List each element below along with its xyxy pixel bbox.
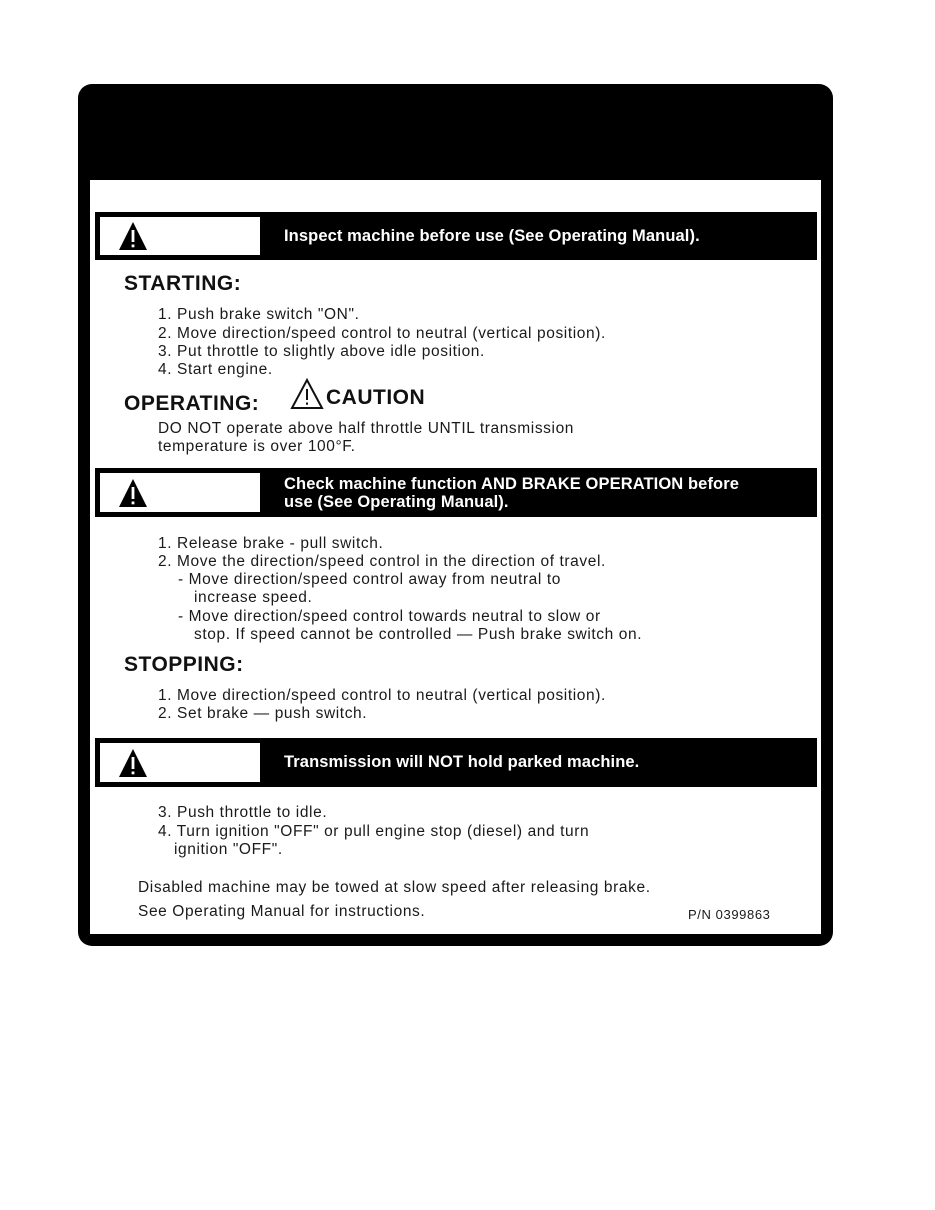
starting-step: 4. Start engine. — [158, 361, 273, 378]
stopping-step: ignition "OFF". — [174, 841, 283, 858]
warning-bar-inspect — [95, 212, 817, 260]
stopping-step: 3. Push throttle to idle. — [158, 804, 328, 821]
warning-triangle-icon — [118, 221, 148, 251]
section-heading-operating: OPERATING: — [124, 392, 260, 415]
warning-triangle-icon — [118, 748, 148, 778]
caution-text: CAUTION — [326, 386, 426, 409]
warning-icon-box — [100, 473, 260, 512]
stopping-step: 2. Set brake — push switch. — [158, 705, 368, 722]
warning-bar-check-brake — [95, 468, 817, 517]
operating-substep: - Move direction/speed control towards neutral to slow or — [178, 608, 601, 625]
warning-triangle-icon — [118, 478, 148, 508]
caution-line: DO NOT operate above half throttle UNTIL transmission — [158, 420, 575, 437]
warning-text: Transmission will NOT hold parked machine. — [284, 753, 640, 771]
caution-triangle-icon — [290, 378, 324, 410]
section-heading-stopping: STOPPING: — [124, 653, 244, 676]
warning-text: use (See Operating Manual). — [284, 493, 509, 511]
stopping-step: 4. Turn ignition "OFF" or pull engine stop (diesel) and turn — [158, 823, 590, 840]
footer-manual-note: See Operating Manual for instructions. — [138, 903, 426, 920]
starting-step: 1. Push brake switch "ON". — [158, 306, 360, 323]
warning-icon-box — [100, 217, 260, 255]
safety-decal — [78, 84, 833, 946]
stopping-step: 1. Move direction/speed control to neutral (vertical position). — [158, 687, 606, 704]
operating-step: 2. Move the direction/speed control in the direction of travel. — [158, 553, 606, 570]
caution-line: temperature is over 100°F. — [158, 438, 356, 455]
starting-step: 3. Put throttle to slightly above idle position. — [158, 343, 485, 360]
warning-bar-transmission — [95, 738, 817, 787]
operating-step: 1. Release brake - pull switch. — [158, 535, 384, 552]
footer-towing-note: Disabled machine may be towed at slow speed after releasing brake. — [138, 879, 651, 896]
operating-substep: - Move direction/speed control away from neutral to — [178, 571, 561, 588]
caution-label — [290, 378, 425, 410]
operating-substep: increase speed. — [194, 589, 313, 606]
warning-text: Inspect machine before use (See Operating Manual). — [284, 227, 700, 245]
operating-substep: stop. If speed cannot be controlled — Push brake switch on. — [194, 626, 643, 643]
warning-icon-box — [100, 743, 260, 782]
starting-step: 2. Move direction/speed control to neutral (vertical position). — [158, 325, 606, 342]
part-number: P/N 0399863 — [688, 907, 771, 922]
decal-content-area — [90, 180, 821, 934]
section-heading-starting: STARTING: — [124, 272, 242, 295]
warning-text: Check machine function AND BRAKE OPERATION before — [284, 475, 740, 493]
